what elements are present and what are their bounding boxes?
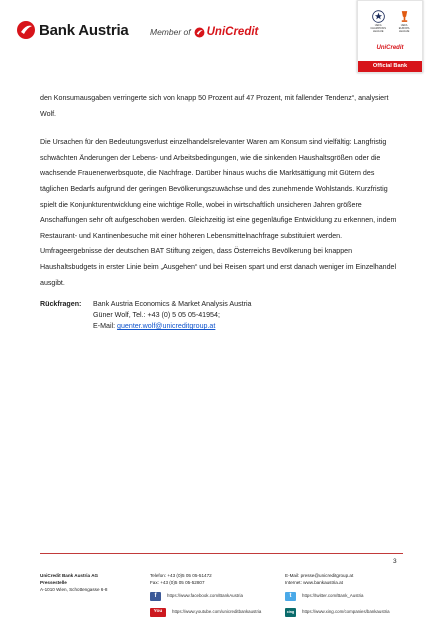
paragraph-2: Die Ursachen für den Bedeutungsverlust einzelhandelsrelevanter Waren am Konsum sind vielfältig: Langfristig schwächten Änderungen der Lebens- und Arbeitsbedingungen, wie die sinkenden Haushaltsgrößen oder die wachsende Frauenerwerbsquote, die Nachfrage. Darüber hinaus wuchs die Marktsättigung mit Gütern des täglichen Bedarfs aufgrund der geringen Bevölkerungszuwächse und des zunehmende Wohlstands. Kurzfristig spielt die Konjunkturentwicklung eine wichtige Rolle, wobei in wirtschaftlich unsicheren Jahren größere Anschaffungen sehr oft aufgeschoben werden. Gleichzeitig ist eine gegenläufige Entwicklung zu erkennen, indem Restaurant- und Kantinenbesuche mit einer höheren Lebensmittelnachfrage substituiert werden. Umfrageergebnisse der deutschen BAT Stiftung zeigen, dass Österreichs Bevölkerung bei knappen Haushaltsbudgets in erster Linie beim „Ausgehen“ und bei Reisen spart und erst danach weniger im Einzelhandel ausgibt.	[40, 138, 397, 287]
twitter-icon: t	[285, 592, 296, 601]
brand-name: Bank Austria	[39, 21, 129, 39]
facebook-link[interactable]: https://www.facebook.com/BankAustria	[167, 593, 243, 599]
footer-xing[interactable]	[285, 608, 390, 617]
footer-email: E-Mail: presse@unicreditgroup.at	[285, 573, 354, 578]
footer-fax: Fax: +43 (0)5 05 05-52807	[150, 579, 205, 585]
badge-sponsor: UniCredit	[376, 45, 404, 51]
official-bank-badge	[357, 0, 423, 73]
footer-twitter[interactable]	[285, 592, 364, 601]
xing-link[interactable]: https://www.xing.com/companies/bankaustria	[302, 609, 390, 615]
member-of-text: Member of	[150, 27, 191, 37]
unicredit-mark-icon	[16, 20, 36, 40]
footer-facebook[interactable]	[150, 592, 243, 601]
press-release-body	[40, 91, 402, 304]
official-bank-label: Official Bank	[358, 61, 422, 72]
contact-email-link[interactable]: guenter.wolf@unicreditgroup.at	[117, 322, 216, 330]
paragraph-1: den Konsumausgaben verringerte sich von knapp 50 Prozent auf 47 Prozent, mit fallender Tendenz“, analysiert Wolf.	[40, 94, 389, 118]
footer-address: A-1010 Wien, Schottengasse 6-8	[40, 586, 108, 592]
champions-league-logo	[370, 10, 386, 33]
youtube-icon: You	[150, 608, 166, 617]
bank-austria-logo	[16, 20, 129, 40]
unicredit-small-mark-icon	[194, 27, 205, 38]
contact-line-email	[93, 321, 252, 332]
member-of-unicredit	[150, 26, 258, 38]
badge-logos	[364, 10, 416, 40]
league2-line3: LEAGUE	[398, 30, 410, 33]
twitter-link[interactable]: https://twitter.com/Bank_Austria	[302, 593, 364, 599]
league1-line2: CHAMPIONS	[370, 27, 387, 30]
footer-youtube[interactable]	[150, 608, 261, 617]
xing-icon: xing	[285, 608, 296, 617]
group-name: UniCredit	[206, 26, 259, 38]
letterhead	[0, 0, 441, 80]
facebook-icon: f	[150, 592, 161, 601]
email-prefix: E-Mail:	[93, 322, 118, 330]
contact-line-person: Güner Wolf, Tel.: +43 (0) 5 05 05-41954;	[93, 311, 220, 319]
league1-line1: UEFA	[374, 24, 382, 27]
league1-line3: LEAGUE	[372, 30, 384, 33]
footer-internet: Internet: www.bankaustria.at	[285, 579, 343, 585]
footer-phone: Telefon: +43 (0)5 05 05-51472	[150, 573, 212, 578]
starball-icon	[372, 10, 385, 23]
page-number: 3	[393, 558, 397, 565]
footer-phone-col	[150, 573, 280, 615]
league2-line2: EUROPA	[398, 27, 410, 30]
europa-trophy-icon	[399, 10, 410, 23]
footer-company-name: UniCredit Bank Austria AG	[40, 573, 99, 578]
league2-line1: UEFA	[400, 24, 408, 27]
contact-line-department: Bank Austria Economics & Market Analysis Austria	[93, 300, 252, 308]
footer-divider	[40, 553, 403, 554]
footer-company	[40, 573, 140, 593]
footer-dept: Pressestelle	[40, 579, 67, 585]
europa-league-logo	[399, 10, 410, 33]
contact-label: Rückfragen:	[40, 300, 82, 308]
footer-email-col	[285, 573, 415, 615]
youtube-link[interactable]: https://www.youtube.com/unicreditbankaustria	[172, 609, 262, 615]
contact-details	[93, 299, 252, 332]
